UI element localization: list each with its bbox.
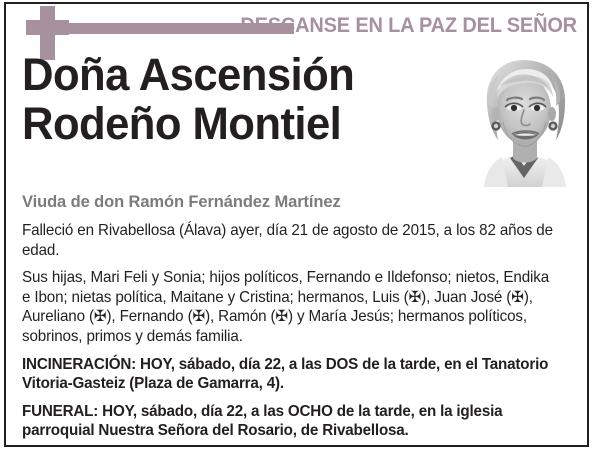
- deceased-name-line-2: Rodeño Montiel: [22, 98, 342, 149]
- death-announcement: Falleció en Rivabellosa (Álava) ayer, día 21 de agosto de 2015, a los 82 años de edad.: [22, 222, 553, 259]
- name-and-photo-row: [12, 49, 579, 192]
- funeral-details: FUNERAL: HOY, sábado, día 22, a las OCHO de la tarde, en la iglesia parroquial Nuestra Señora del Rosario, de Rivabellosa.: [22, 402, 503, 440]
- notice-content: [4, 2, 589, 447]
- cremation-details: INCINERACIÓN: HOY, sábado, día 22, a las DOS de la tarde, en el Tanatorio Vitoria-Gasteiz (Plaza de Gamarra, 4).: [22, 355, 549, 393]
- deceased-name: [22, 50, 459, 148]
- notice-header: [12, 2, 579, 48]
- relation-line: Viuda de don Ramón Fernández Martínez: [22, 192, 341, 211]
- portrait-photo: [472, 52, 577, 187]
- notice-body: [12, 192, 579, 441]
- deceased-name-line-1: Doña Ascensión: [22, 49, 355, 100]
- surviving-family-list: Sus hijas, Mari Feli y Sonia; hijos políticos, Fernando e Ildefonso; nietos, Endika e Ibon; nietas política, Maitane y Cristina; hermanos, Luis (✠), Juan José (✠), Aureliano (✠), Fernando (✠), Ramón (✠) y María Jesús; hermanos políticos, sobrinos, primos y demás familia.: [22, 269, 550, 345]
- header-banner-text: DESCANSE EN LA PAZ DEL SEÑOR: [240, 13, 577, 37]
